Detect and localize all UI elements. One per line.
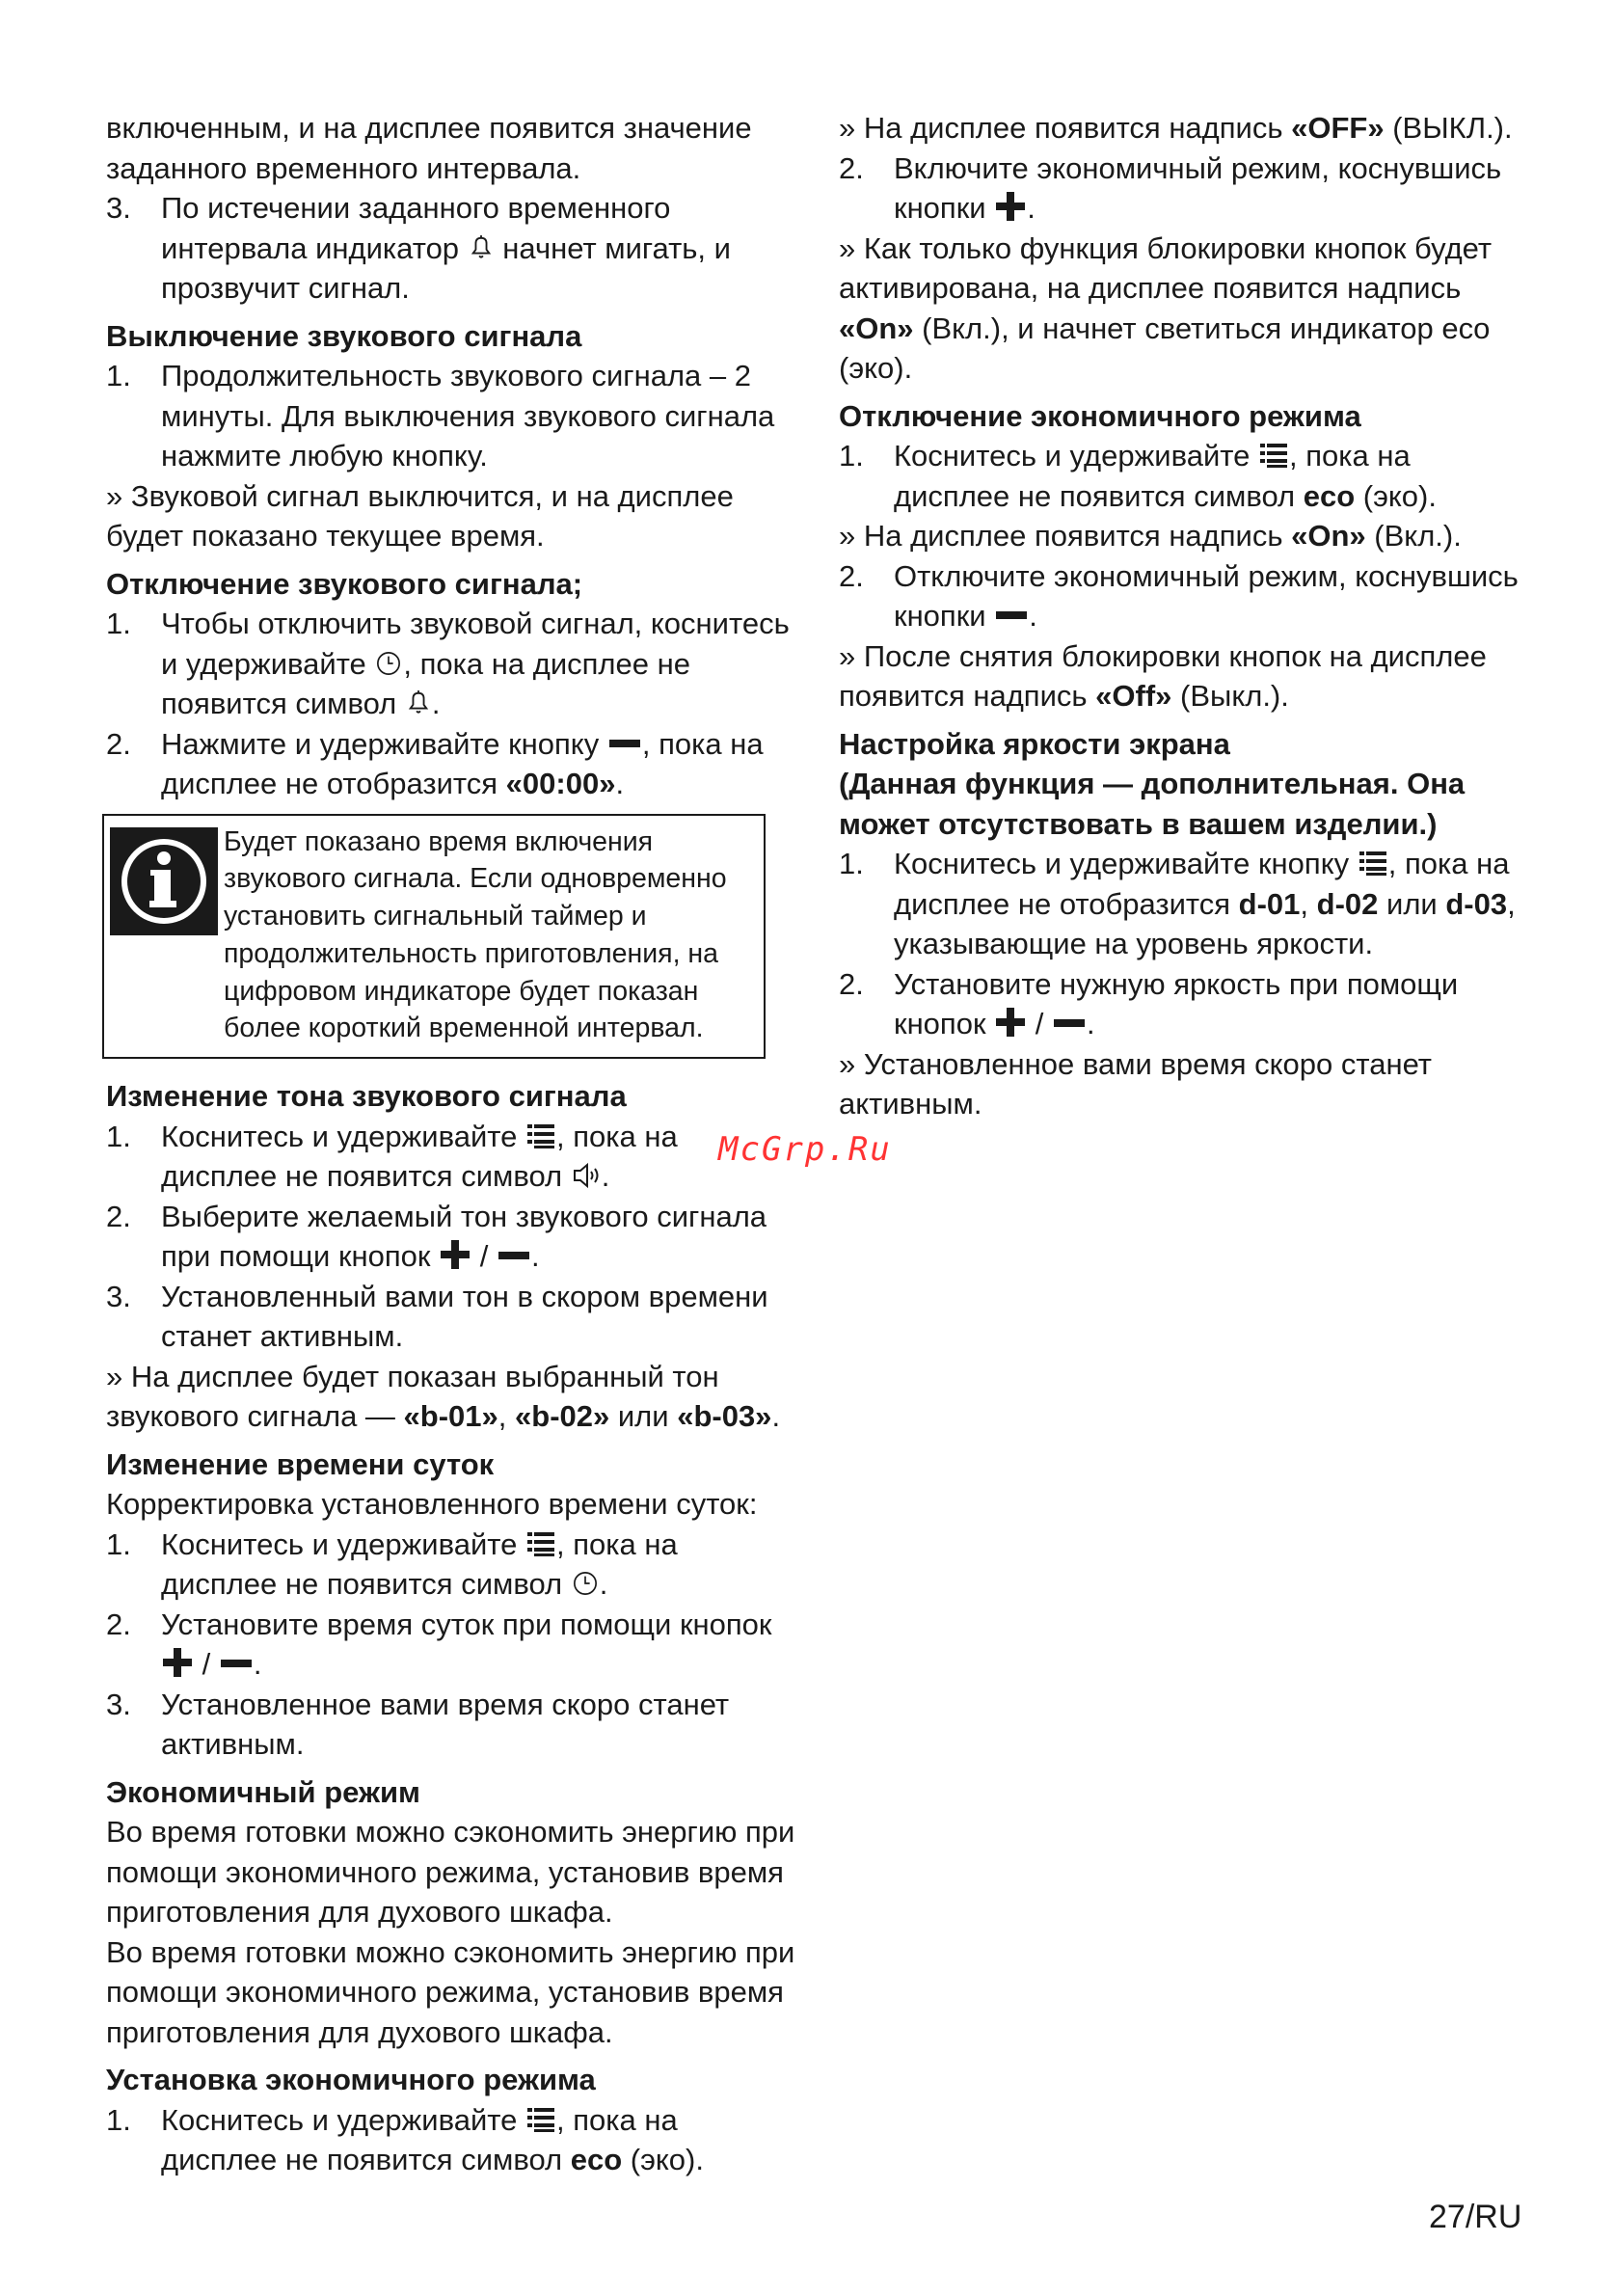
menu-icon xyxy=(527,2106,554,2133)
list-item: 3. По истечении заданного временного интервала индикатор начнет мигать, и прозвучит сигнал. xyxy=(106,188,796,309)
minus-icon xyxy=(498,1251,529,1260)
section-subtitle: (Данная функция — дополнительная. Она может отсутствовать в вашем изделии.) xyxy=(839,767,1466,841)
list-item: 1. Коснитесь и удерживайте , пока на дисплее не появится символ eco (эко). xyxy=(106,2102,704,2177)
result-text: » После снятия блокировки кнопок на дисплее появится надпись «Off» (Выкл.). xyxy=(839,638,1487,713)
paragraph: Во время готовки можно сэкономить энергию при помощи экономичного режима, установив время приготовления для духового шкафа. xyxy=(106,1815,795,1930)
menu-icon xyxy=(527,1122,554,1149)
menu-icon xyxy=(1359,850,1386,877)
plus-icon xyxy=(996,1008,1025,1037)
list-item: 1. Чтобы отключить звуковой сигнал, коснитесь и удерживайте , пока на дисплее не появится символ . xyxy=(106,607,790,720)
minus-icon xyxy=(1054,1018,1085,1028)
bell-icon xyxy=(470,234,493,261)
speaker-icon xyxy=(573,1162,600,1189)
page-number: 27/RU xyxy=(1429,2199,1522,2235)
list-item: 1. Коснитесь и удерживайте кнопку , пока на дисплее не отобразится d-01, d-02 или d-03, указывающие на уровень яркости. xyxy=(839,847,1516,960)
list-item: 2. Включите экономичный режим, коснувшись кнопки . xyxy=(839,150,1502,225)
result-text: » На дисплее появится надпись «On» (Вкл.). xyxy=(839,519,1462,553)
section-title-tone: Изменение тона звукового сигнала xyxy=(106,1079,627,1114)
list-item: 2. Установите нужную яркость при помощи кнопок / . xyxy=(839,966,1459,1040)
bell-icon xyxy=(407,689,430,716)
minus-icon xyxy=(996,610,1027,620)
result-text: » Как только функция блокировки кнопок будет активирована, на дисплее появится надпись «On» (Вкл.), и начнет светиться индикатор eco (эко). xyxy=(839,230,1493,385)
section-title-alarm-off: Выключение звукового сигнала xyxy=(106,318,582,353)
result-text: » На дисплее появится надпись «OFF» (ВЫКЛ.). xyxy=(839,111,1513,145)
minus-icon xyxy=(221,1659,252,1668)
list-number: 3. xyxy=(106,191,131,225)
clock-icon xyxy=(376,650,401,677)
list-item: 1. Коснитесь и удерживайте , пока на дисплее не появится символ . xyxy=(106,1526,678,1602)
list-item: 2. Отключите экономичный режим, коснувшись кнопки . xyxy=(839,558,1519,633)
section-title-eco-set: Установка экономичного режима xyxy=(106,2063,596,2097)
result-text: » Звуковой сигнал выключится, и на дисплее будет показано текущее время. xyxy=(106,478,734,553)
list-item: 2. Установите время суток при помощи кнопок / . xyxy=(106,1607,772,1682)
info-icon xyxy=(110,827,218,935)
right-column xyxy=(839,108,1523,1124)
section-intro: Корректировка установленного времени суток: xyxy=(106,1487,758,1522)
paragraph: Во время готовки можно сэкономить энергию при помощи экономичного режима, установив время приготовления для духового шкафа. xyxy=(106,1934,795,2049)
list-item: 1. Коснитесь и удерживайте , пока на дисплее не появится символ . xyxy=(106,1119,678,1194)
section-title-eco-off: Отключение экономичного режима xyxy=(839,398,1361,433)
list-item: 1. Коснитесь и удерживайте , пока на дисплее не появится символ eco (эко). xyxy=(839,439,1437,513)
info-note-text: Будет показано время включения звукового сигнала. Если одновременно установить сигнальный таймер и продолжительность приготовления, на цифровом индикаторе будет показан более короткий временной интервал. xyxy=(224,825,727,1044)
intro-continuation: включенным, и на дисплее появится значение заданного временного интервала. xyxy=(106,111,752,185)
list-item: 1. Продолжительность звукового сигнала – 2 минуты. Для выключения звукового сигнала нажмите любую кнопку. xyxy=(106,359,775,473)
menu-icon xyxy=(1260,442,1287,469)
list-item: 3. Установленный вами тон в скором времени станет активным. xyxy=(106,1279,768,1354)
left-column xyxy=(106,108,796,2180)
clock-icon xyxy=(573,1570,598,1597)
menu-icon xyxy=(527,1530,554,1557)
list-item: 3. Установленное вами время скоро станет активным. xyxy=(106,1687,730,1762)
section-title-alarm-disable: Отключение звукового сигнала; xyxy=(106,566,583,601)
result-text: » Установленное вами время скоро станет активным. xyxy=(839,1046,1432,1121)
plus-icon xyxy=(996,192,1025,221)
section-title-time: Изменение времени суток xyxy=(106,1446,495,1481)
list-item: 2. Нажмите и удерживайте кнопку , пока на дисплее не отобразится «00:00». xyxy=(106,726,764,800)
result-text: » На дисплее будет показан выбранный тон звукового сигнала — «b-01», «b-02» или «b-03». xyxy=(106,1359,781,1434)
section-title-eco: Экономичный режим xyxy=(106,1774,420,1809)
watermark: McGrp.Ru xyxy=(718,1130,892,1169)
info-note-box xyxy=(102,814,766,1060)
list-item: 2. Выберите желаемый тон звукового сигнала при помощи кнопок / . xyxy=(106,1199,767,1274)
plus-icon xyxy=(163,1648,192,1677)
section-title-brightness: Настройка яркости экрана xyxy=(839,726,1230,761)
plus-icon xyxy=(441,1240,470,1269)
minus-icon xyxy=(609,739,640,748)
